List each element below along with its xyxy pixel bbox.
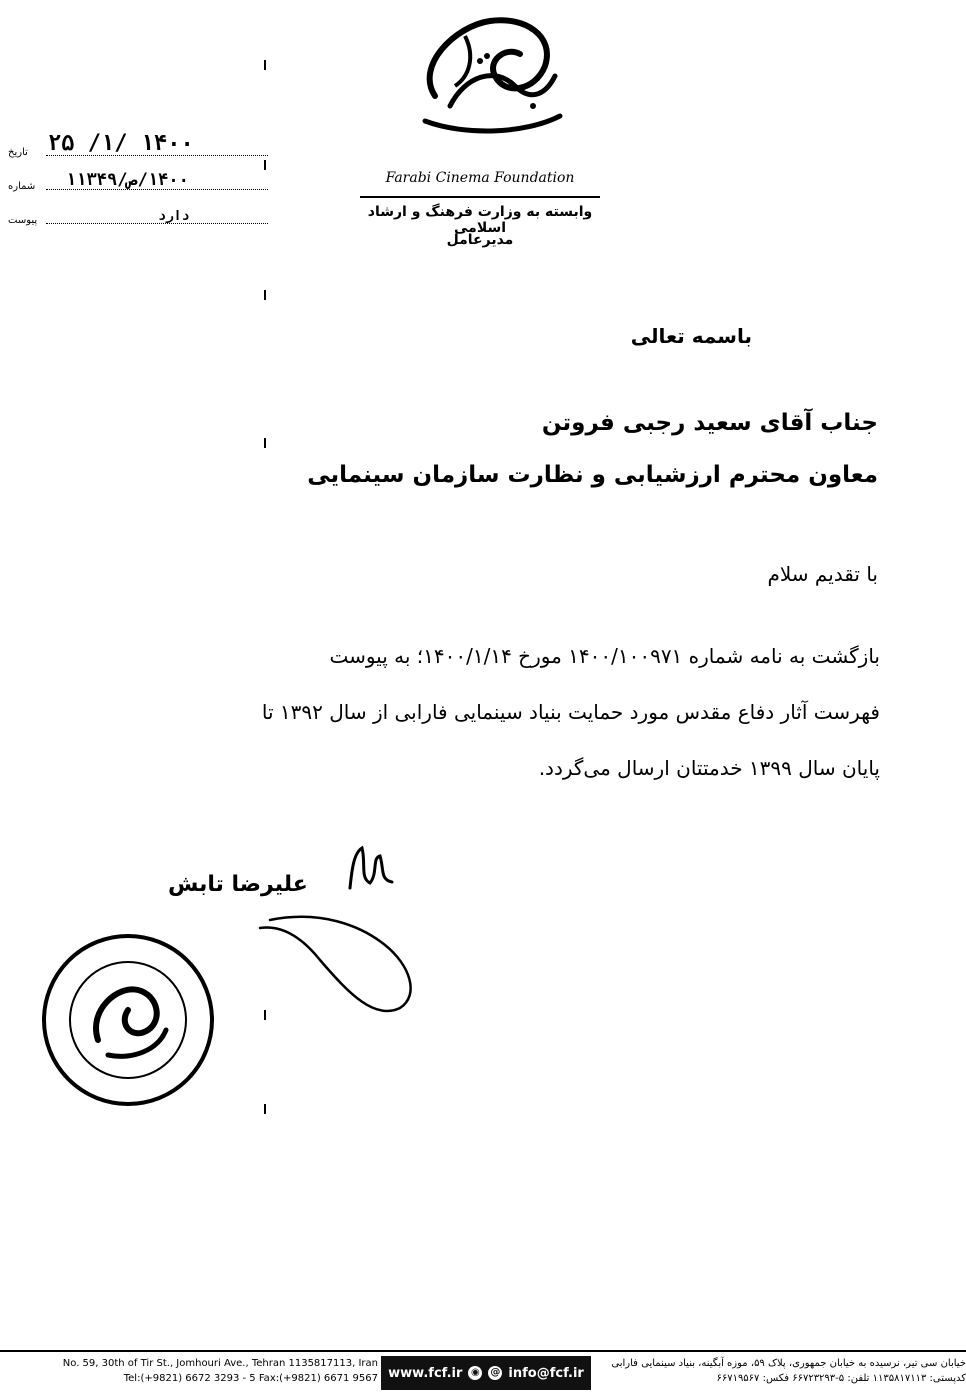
date-row — [8, 131, 268, 160]
ministry-affiliation: وابسته به وزارت فرهنگ و ارشاد اسلامی — [367, 204, 593, 236]
fold-mark — [264, 290, 266, 300]
mail-icon: @ — [490, 1367, 501, 1378]
globe-icon: ◉ — [468, 1366, 482, 1380]
attachment-row — [8, 204, 268, 228]
attachment-dots — [46, 223, 268, 224]
attachment-value: دارد — [158, 209, 190, 224]
footer-web-band — [381, 1356, 591, 1390]
number-row — [8, 170, 268, 194]
signature-stroke — [240, 900, 430, 1020]
signatory-name: علیرضا تابش — [168, 872, 308, 897]
addressee-name: جناب آقای سعید رجبی فروتن — [541, 410, 878, 436]
website-link[interactable]: www.fcf.ir — [388, 1365, 463, 1381]
fold-mark — [264, 160, 266, 170]
bismillah-heading: باسمه تعالی — [630, 324, 752, 348]
footer-address-en — [60, 1356, 378, 1386]
footer-divider — [0, 1350, 966, 1352]
paragraph-line: فهرست آثار دفاع مقدس مورد حمایت بنیاد سینمایی فارابی از سال ۱۳۹۲ تا — [261, 700, 880, 724]
logo-divider — [360, 196, 600, 198]
footer-address-fa-line1: خیابان سی تیر، نرسیده به خیابان جمهوری، پلاک ۵۹، موزه آبگینه، بنیاد سینمایی فارابی — [611, 1358, 966, 1369]
foundation-logo — [395, 6, 575, 146]
footer-contact-en: Tel:(+9821) 6672 3293 - 5 Fax:(+9821) 6671 9567 — [123, 1373, 378, 1384]
issuer-title: مدیرعامل — [446, 232, 514, 248]
logo-text-en: Farabi Cinema Foundation — [385, 170, 575, 186]
official-seal — [38, 930, 218, 1110]
handwritten-initial — [340, 838, 400, 898]
date-label: تاریخ — [8, 147, 28, 158]
fold-mark — [264, 1104, 266, 1114]
footer-contact-fa: کدپستی: ۱۱۳۵۸۱۷۱۱۳ تلفن: ۵-۶۶۷۲۳۲۹۳ فکس: ۶۶۷۱۹۵۶۷ — [716, 1373, 966, 1384]
footer-address-fa — [594, 1356, 966, 1386]
paragraph-line: پایان سال ۱۳۹۹ خدمتتان ارسال می‌گردد. — [538, 756, 880, 780]
addressee-title: معاون محترم ارزشیابی و نظارت سازمان سینمایی — [307, 462, 878, 488]
number-value: ۱۴۰۰/ص/۱۱۳۴۹ — [66, 170, 189, 190]
greeting: با تقدیم سلام — [767, 562, 878, 586]
number-label: شماره — [8, 181, 36, 192]
fold-mark — [264, 438, 266, 448]
paragraph-line: بازگشت به نامه شماره ۱۴۰۰/۱۰۰۹۷۱ مورخ ۱۴۰۰/۱/۱۴؛ به پیوست — [329, 644, 880, 668]
date-value: ۱۴۰۰ /۱/ ۲۵ — [48, 131, 194, 156]
fold-mark — [264, 60, 266, 70]
email-link[interactable]: info@fcf.ir — [508, 1365, 584, 1381]
footer-address-en-line1: No. 59, 30th of Tir St., Jomhouri Ave., Tehran 1135817113, Iran — [62, 1358, 378, 1369]
attachment-label: پیوست — [8, 215, 38, 226]
